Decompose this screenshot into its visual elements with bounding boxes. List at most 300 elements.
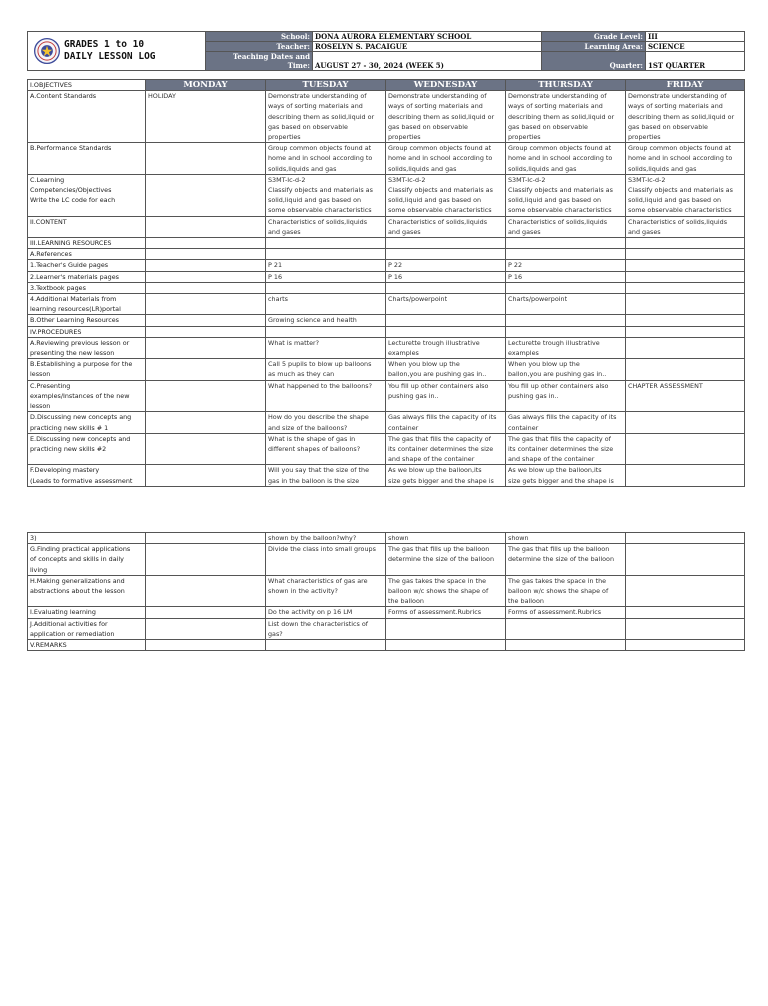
lesson-cell-line: solids,liquids and gas (628, 164, 697, 173)
lesson-cell (506, 640, 626, 651)
lesson-cell (266, 91, 386, 143)
lesson-cell-line: and size of the balloons? (268, 423, 348, 432)
lesson-cell-line: and gases (388, 227, 421, 236)
lesson-cell-line: Lecturette trough illustrative (508, 338, 600, 347)
lesson-cell-line: and gases (628, 227, 661, 236)
lesson-cell-line: List down the characteristics of (268, 619, 369, 628)
lesson-cell (146, 249, 266, 260)
lesson-cell (266, 143, 386, 175)
lesson-cell-line: Group common objects found at (508, 144, 612, 153)
row-label-line: F.Developing mastery (30, 466, 100, 475)
row-label-line: C.Presenting (30, 381, 71, 390)
lesson-cell (506, 249, 626, 260)
lesson-cell (626, 359, 745, 380)
row-label-line: abstractions about the lesson (30, 587, 125, 596)
lesson-cell (146, 544, 266, 576)
day-header-wednesday: WEDNESDAY (386, 80, 506, 91)
lesson-cell-line: and gases (268, 227, 301, 236)
lesson-cell-line: solid,liquid and gas based on (268, 196, 362, 205)
lesson-cell-line: the balloon (508, 597, 544, 606)
lesson-cell (146, 315, 266, 326)
lesson-cell-line: P 16 (388, 272, 403, 281)
lesson-cell-line: As we blow up the balloon,its (388, 466, 482, 475)
lesson-cell-line: home and in school according to (268, 154, 373, 163)
row-label-line: A.Content Standards (30, 92, 97, 101)
lesson-cell (506, 282, 626, 293)
row-label-cell (28, 216, 146, 237)
lesson-cell (266, 216, 386, 237)
lesson-cell (266, 238, 386, 249)
row-label-cell (28, 238, 146, 249)
lesson-cell (506, 607, 626, 618)
lesson-cell-line: Growing science and health (268, 316, 357, 325)
lesson-cell (626, 260, 745, 271)
logo-title-cell (28, 32, 206, 71)
row-label-cell (28, 533, 146, 544)
table-row (28, 80, 745, 91)
teacher-value: ROSELYN S. PACAIGUE (313, 42, 542, 52)
row-label-line: 3.Textbook pages (30, 283, 86, 292)
table-row (28, 618, 745, 639)
grade-level-label: Grade Level: (542, 32, 646, 42)
lesson-cell (266, 282, 386, 293)
teaching-dates-label-line2: Time: (287, 61, 310, 70)
lesson-cell-line: The gas that fills up the balloon (388, 545, 490, 554)
lesson-cell (506, 433, 626, 465)
lesson-cell (386, 282, 506, 293)
lesson-cell (626, 282, 745, 293)
lesson-cell-line: charts (268, 295, 288, 304)
lesson-cell-line: Demonstrate understanding of (388, 92, 487, 101)
lesson-cell (626, 216, 745, 237)
lesson-cell (146, 174, 266, 216)
lesson-cell-line: Characteristics of solids,liquids (388, 217, 488, 226)
lesson-cell (386, 294, 506, 315)
table-row (28, 533, 745, 544)
day-header-tuesday: TUESDAY (266, 80, 386, 91)
lesson-cell-line: shown (508, 534, 529, 542)
row-label-line: D.Discussing new concepts ang (30, 413, 132, 422)
lesson-cell-line: some observable characteristics (628, 206, 732, 215)
lesson-cell (146, 282, 266, 293)
lesson-cell-line: Classify objects and materials as (628, 186, 733, 195)
lesson-cell (626, 412, 745, 433)
lesson-cell-line: properties (268, 133, 301, 142)
lesson-cell (506, 412, 626, 433)
row-label-line: application or remediation (30, 629, 115, 638)
lesson-cell-line: shown in the activity? (268, 587, 338, 596)
school-value: DONA AURORA ELEMENTARY SCHOOL (313, 32, 542, 42)
lesson-cell (386, 380, 506, 412)
lesson-cell (386, 533, 506, 544)
lesson-cell-line: determine the size of the balloon (388, 555, 495, 564)
lesson-cell-line: examples (388, 349, 419, 358)
lesson-cell-line: solid,liquid and gas based on (508, 196, 602, 205)
table-row (28, 91, 745, 143)
lesson-cell (146, 575, 266, 607)
day-header-thursday: THURSDAY (506, 80, 626, 91)
lesson-cell (506, 359, 626, 380)
lesson-cell (266, 294, 386, 315)
lesson-cell (386, 359, 506, 380)
row-label-line: Competencies/Objectives (30, 186, 112, 195)
lesson-cell-line: Characteristics of solids,liquids (268, 217, 368, 226)
form-title-line2: DAILY LESSON LOG (64, 51, 156, 62)
lesson-cell (506, 326, 626, 337)
lesson-cell (506, 575, 626, 607)
row-label-line: practicing new skills #2 (30, 444, 107, 453)
lesson-cell-line: and shape of the container (508, 455, 595, 464)
lesson-cell (386, 544, 506, 576)
lesson-cell-line: solids,liquids and gas (268, 164, 337, 173)
table-row (28, 282, 745, 293)
table-row (28, 216, 745, 237)
lesson-cell (386, 412, 506, 433)
lesson-cell-line: The gas that fills the capacity of (388, 434, 491, 443)
lesson-cell (626, 607, 745, 618)
row-label-cell (28, 315, 146, 326)
lesson-cell-line: as much as they can (268, 370, 335, 379)
lesson-cell (146, 143, 266, 175)
lesson-cell-line: Forms of assessment.Rubrics (508, 608, 602, 617)
lesson-cell-line: Demonstrate understanding of (268, 92, 367, 101)
grade-level-value: III (646, 32, 745, 42)
row-label-cell (28, 359, 146, 380)
lesson-cell (386, 315, 506, 326)
learning-area-label: Learning Area: (542, 42, 646, 52)
table-row (28, 294, 745, 315)
lesson-cell-line: pushing gas in.. (388, 391, 439, 400)
lesson-cell-line: its container determines the size (508, 444, 614, 453)
lesson-cell-line: P 21 (268, 261, 283, 270)
lesson-cell (506, 618, 626, 639)
lesson-cell-line: Characteristics of solids,liquids (628, 217, 728, 226)
lesson-cell-line: Classify objects and materials as (508, 186, 613, 195)
lesson-cell-line: determine the size of the balloon (508, 555, 615, 564)
row-label-line: 1.Teacher's Guide pages (30, 261, 109, 270)
lesson-cell (626, 337, 745, 358)
table-row (28, 380, 745, 412)
row-label-line: H.Making generalizations and (30, 576, 125, 585)
teaching-dates-value: AUGUST 27 - 30, 2024 (WEEK 5) (313, 52, 542, 71)
lesson-cell (506, 294, 626, 315)
lesson-cell-line: Classify objects and materials as (388, 186, 493, 195)
lesson-cell-line: solid,liquid and gas based on (628, 196, 722, 205)
row-label-line: I.Evaluating learning (30, 608, 96, 617)
lesson-cell (266, 412, 386, 433)
row-label-cell (28, 294, 146, 315)
row-label-cell (28, 271, 146, 282)
lesson-cell-line: Group common objects found at (388, 144, 492, 153)
lesson-cell-line: its container determines the size (388, 444, 494, 453)
teacher-label: Teacher: (206, 42, 313, 52)
lesson-cell-line: Gas always fills the capacity of its (388, 413, 497, 422)
header-table (27, 31, 745, 71)
table-row (28, 238, 745, 249)
lesson-cell (146, 607, 266, 618)
lesson-cell (626, 143, 745, 175)
lesson-cell-line: size gets bigger and the shape is (388, 476, 494, 485)
lesson-cell-line: Demonstrate understanding of (628, 92, 727, 101)
lesson-cell-line: gas based on observable (628, 122, 708, 131)
lesson-cell-line: P 16 (508, 272, 523, 281)
lesson-cell-line: S3MT-Ic-d-2 (508, 175, 546, 184)
lesson-cell-line: What happened to the balloons? (268, 381, 372, 390)
lesson-cell-line: Characteristics of solids,liquids (508, 217, 608, 226)
lesson-cell-line: gas? (268, 629, 283, 638)
row-label-cell (28, 91, 146, 143)
row-label-line: 4.Additional Materials from (30, 295, 117, 304)
row-label-cell (28, 174, 146, 216)
lesson-cell (386, 618, 506, 639)
lesson-cell-line: solid,liquid and gas based on (388, 196, 482, 205)
row-label-cell (28, 380, 146, 412)
table-row (28, 359, 745, 380)
lesson-cell-line: ways of sorting materials and (388, 102, 483, 111)
lesson-cell (146, 618, 266, 639)
lesson-cell-line: gas in the balloon is the size (268, 476, 360, 485)
lesson-cell (266, 465, 386, 486)
lesson-cell (506, 238, 626, 249)
lesson-cell (386, 640, 506, 651)
row-label-line: lesson (30, 402, 51, 411)
row-label-line: (Leads to formative assessment (30, 476, 133, 485)
teaching-dates-label-line1: Teaching Dates and (232, 52, 310, 61)
lesson-cell-line: solids,liquids and gas (388, 164, 457, 173)
lesson-cell (146, 260, 266, 271)
lesson-cell (626, 271, 745, 282)
lesson-cell (626, 174, 745, 216)
day-header-friday: FRIDAY (626, 80, 745, 91)
table-row (28, 260, 745, 271)
row-label-line: II.CONTENT (30, 217, 67, 226)
teaching-dates-label (206, 52, 313, 71)
lesson-cell (386, 143, 506, 175)
lesson-cell-line: Will you say that the size of the (268, 466, 369, 475)
lesson-cell (626, 465, 745, 486)
day-header-monday: MONDAY (146, 80, 266, 91)
row-label-line: practicing new skills # 1 (30, 423, 109, 432)
lesson-cell (266, 249, 386, 260)
row-label-line: 3) (30, 534, 37, 542)
lesson-cell (146, 380, 266, 412)
lesson-cell-line: different shapes of balloons? (268, 444, 361, 453)
table-row (28, 412, 745, 433)
lesson-cell-line: When you blow up the (508, 360, 580, 369)
lesson-cell (266, 174, 386, 216)
lesson-cell (146, 433, 266, 465)
lesson-cell (266, 433, 386, 465)
lesson-cell-line: Classify objects and materials as (268, 186, 373, 195)
lesson-cell (386, 433, 506, 465)
lesson-cell-line: balloon w/c shows the shape of (388, 587, 489, 596)
lesson-cell (626, 315, 745, 326)
table-row (28, 433, 745, 465)
lesson-cell (146, 412, 266, 433)
lesson-cell-line: describing them as solid,liquid or (628, 112, 735, 121)
lesson-cell-line: the balloon (388, 597, 424, 606)
lesson-cell (626, 294, 745, 315)
lesson-cell-line: P 22 (388, 261, 403, 270)
lesson-cell-line: As we blow up the balloon,its (508, 466, 602, 475)
table-row (28, 575, 745, 607)
lesson-cell-line: CHAPTER ASSESSMENT (628, 381, 703, 390)
lesson-cell (386, 326, 506, 337)
table-row (28, 465, 745, 486)
lesson-cell (506, 260, 626, 271)
lesson-cell-line: some observable characteristics (388, 206, 492, 215)
lesson-cell (146, 337, 266, 358)
row-label-line: IV.PROCEDURES (30, 327, 82, 336)
table-row (28, 607, 745, 618)
row-label-cell (28, 575, 146, 607)
lesson-cell (506, 91, 626, 143)
lesson-cell (266, 380, 386, 412)
lesson-cell (626, 618, 745, 639)
row-label-cell (28, 433, 146, 465)
lesson-cell-line: Divide the class into small groups (268, 545, 376, 554)
lesson-cell (266, 640, 386, 651)
lesson-log-table-page1 (27, 79, 745, 487)
row-label-line: Write the LC code for each (30, 196, 116, 205)
lesson-cell (146, 216, 266, 237)
lesson-cell (146, 533, 266, 544)
lesson-cell (506, 216, 626, 237)
lesson-cell-line: Group common objects found at (268, 144, 372, 153)
lesson-cell (146, 238, 266, 249)
table-row (28, 143, 745, 175)
row-label-line: B.Performance Standards (30, 144, 112, 153)
lesson-cell (386, 260, 506, 271)
lesson-cell (626, 91, 745, 143)
lesson-cell (386, 607, 506, 618)
row-label-cell (28, 249, 146, 260)
lesson-cell-line: Demonstrate understanding of (508, 92, 607, 101)
lesson-cell-line: home and in school according to (508, 154, 613, 163)
lesson-cell-line: Do the activity on p 16 LM (268, 608, 353, 617)
lesson-cell (386, 575, 506, 607)
quarter-label: Quarter: (542, 52, 646, 71)
lesson-cell (266, 326, 386, 337)
lesson-cell-line: gas based on observable (268, 122, 348, 131)
lesson-cell-line: S3MT-Ic-d-2 (268, 175, 306, 184)
lesson-cell-line: What is the shape of gas in (268, 434, 356, 443)
row-label-line: E.Discussing new concepts and (30, 434, 131, 443)
lesson-cell (626, 380, 745, 412)
row-label-line: A.References (30, 250, 72, 259)
lesson-cell-line: and gases (508, 227, 541, 236)
lesson-cell-line: shown (388, 534, 409, 542)
lesson-cell-line: pushing gas in.. (508, 391, 559, 400)
lesson-cell (386, 249, 506, 260)
lesson-cell (506, 143, 626, 175)
lesson-cell-line: Group common objects found at (628, 144, 732, 153)
lesson-cell-line: S3MT-Ic-d-2 (388, 175, 426, 184)
row-label-line: lesson (30, 370, 51, 379)
lesson-cell (146, 294, 266, 315)
table-row (28, 315, 745, 326)
lesson-cell-line: You fill up other containers also (388, 381, 489, 390)
row-label-cell (28, 326, 146, 337)
lesson-cell (266, 618, 386, 639)
lesson-cell-line: Lecturette trough illustrative (388, 338, 480, 347)
row-label-cell (28, 544, 146, 576)
lesson-cell (266, 575, 386, 607)
table-row (28, 544, 745, 576)
row-label-cell (28, 80, 146, 91)
lesson-cell-line: container (508, 423, 539, 432)
row-label-cell (28, 412, 146, 433)
lesson-cell (266, 315, 386, 326)
lesson-cell (506, 380, 626, 412)
lesson-cell-line: Call 5 pupils to blow up balloons (268, 360, 372, 369)
form-title-line1: GRADES 1 to 10 (64, 39, 145, 50)
row-label-line: C.Learning (30, 175, 65, 184)
lesson-cell-line: The gas that fills up the balloon (508, 545, 610, 554)
lesson-cell-line: You fill up other containers also (508, 381, 609, 390)
row-label-line: learning resources(LR)portal (30, 305, 121, 314)
lesson-cell-line: The gas that fills the capacity of (508, 434, 611, 443)
lesson-cell-line: home and in school according to (628, 154, 733, 163)
lesson-cell-line: Gas always fills the capacity of its (508, 413, 617, 422)
lesson-cell-line: some observable characteristics (268, 206, 372, 215)
row-label-cell (28, 607, 146, 618)
row-label-line: 2.Learner's materials pages (30, 272, 119, 281)
lesson-cell (626, 533, 745, 544)
lesson-cell-line: some observable characteristics (508, 206, 612, 215)
lesson-cell (386, 238, 506, 249)
row-label-cell (28, 640, 146, 651)
lesson-cell-line: properties (388, 133, 421, 142)
row-label-cell (28, 143, 146, 175)
lesson-cell (266, 544, 386, 576)
lesson-cell (386, 465, 506, 486)
table-row (28, 337, 745, 358)
lesson-cell (386, 216, 506, 237)
lesson-cell-line: Forms of assessment.Rubrics (388, 608, 482, 617)
lesson-cell (626, 326, 745, 337)
lesson-cell-line: and shape of the container (388, 455, 475, 464)
lesson-cell-line: examples (508, 349, 539, 358)
table-row (28, 174, 745, 216)
lesson-cell (386, 174, 506, 216)
lesson-cell-line: properties (508, 133, 541, 142)
lesson-cell-line: size gets bigger and the shape is (508, 476, 614, 485)
lesson-cell-line: describing them as solid,liquid or (388, 112, 495, 121)
lesson-cell (506, 465, 626, 486)
lesson-cell-line: HOLIDAY (148, 92, 176, 101)
lesson-cell (626, 575, 745, 607)
row-label-line: V.REMARKS (30, 641, 67, 650)
lesson-cell-line: S3MT-Ic-d-2 (628, 175, 666, 184)
lesson-cell-line: ways of sorting materials and (628, 102, 723, 111)
lesson-cell (506, 544, 626, 576)
row-label-cell (28, 260, 146, 271)
lesson-log-table-page2 (27, 532, 745, 651)
lesson-cell-line: ways of sorting materials and (508, 102, 603, 111)
lesson-cell (506, 337, 626, 358)
row-label-cell (28, 337, 146, 358)
lesson-cell (626, 640, 745, 651)
lesson-cell-line: balloon w/c shows the shape of (508, 587, 609, 596)
lesson-cell (266, 607, 386, 618)
lesson-cell-line: shown by the balloon?why? (268, 534, 357, 542)
lesson-cell-line: What characteristics of gas are (268, 576, 368, 585)
lesson-cell (506, 315, 626, 326)
lesson-cell-line: P 16 (268, 272, 283, 281)
lesson-cell (146, 271, 266, 282)
lesson-cell (266, 271, 386, 282)
